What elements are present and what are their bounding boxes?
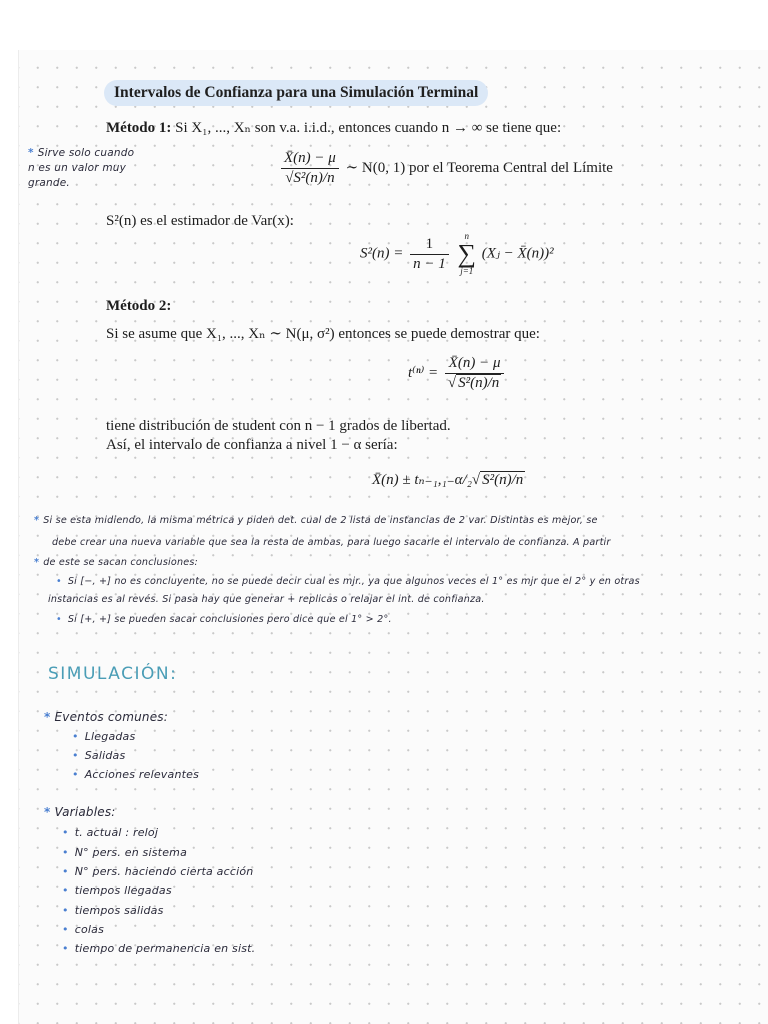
s2-lhs: S²(n) = (360, 245, 404, 262)
variable-item: • t. actual : reloj (62, 826, 159, 839)
margin-note (28, 146, 134, 191)
metodo1-line (106, 118, 561, 137)
evento-item: • Llegadas (72, 730, 136, 743)
star-icon: * (44, 805, 51, 819)
variable-item: • N° pers. en sistema (62, 846, 188, 859)
margin-note-line1: Sirve solo cuando (37, 147, 135, 159)
metodo2-label: Método 2: (106, 298, 172, 314)
variable-item: • N° pers. haciendo cierta acción (62, 865, 254, 878)
variable-item: • tiempo de permanencia en sist. (62, 942, 256, 955)
note-line-6: • Si [+, +] se pueden sacar conclusiones pero dice que el 1° > 2°. (56, 614, 392, 625)
tcl-fraction (281, 150, 339, 187)
note-line-3: * de este se sacan conclusiones: (34, 557, 198, 568)
bullet-icon: • (62, 904, 69, 917)
t-denominator (445, 374, 504, 392)
t-numerator: X̄(n) − μ (445, 355, 504, 374)
tcl-numerator: X̄(n) − μ (281, 150, 339, 169)
interval-root-body: S²(n)/n (482, 472, 524, 488)
star-icon: * (34, 557, 40, 568)
s2-formula (360, 232, 554, 276)
bullet-icon: • (72, 749, 79, 762)
interval-formula-main: X̄(n) ± tₙ₋₁,₁₋α/₂ (372, 472, 472, 488)
eventos-title: * Eventos comunes: (44, 710, 168, 724)
bullet-icon: • (72, 768, 79, 781)
evento-item: • Acciones relevantes (72, 768, 200, 781)
variable-item: • colas (62, 923, 105, 936)
t-den-root: √ (447, 375, 457, 391)
margin-note-line3: grande. (28, 177, 70, 189)
variable-item: • tiempos llegadas (62, 884, 172, 897)
bullet-icon: • (62, 846, 69, 859)
interval-root: √ (471, 472, 481, 488)
s2-fraction (410, 236, 449, 273)
variable-item: • tiempos salidas (62, 904, 164, 917)
star-icon: * (34, 515, 40, 526)
tcl-denominator: √S²(n)/n (285, 170, 335, 186)
sum-lower: j=1 (460, 266, 474, 276)
bullet-icon: • (62, 923, 69, 936)
bullet-icon: • (56, 614, 62, 625)
bullet-icon: • (62, 826, 69, 839)
metodo1-text: Si X₁, ..., Xₙ son v.a. i.i.d., entonces cuando n → ∞ se tiene que: (171, 120, 562, 136)
tcl-formula (278, 150, 613, 187)
star-icon: * (44, 710, 51, 724)
interval-text: Así, el intervalo de confianza a nivel 1 − α sería: (106, 437, 398, 453)
t-formula (408, 355, 507, 392)
metodo2-text: Si se asume que X₁, ..., Xₙ ∼ N(μ, σ²) entonces se puede demostrar que: (106, 326, 540, 342)
t-den-body: S²(n)/n (458, 375, 500, 391)
evento-item: • Salidas (72, 749, 126, 762)
star-icon: * (28, 147, 34, 159)
bullet-icon: • (62, 942, 69, 955)
s2-frac-num: 1 (410, 236, 449, 255)
s2-term: (Xⱼ − X̄(n))² (481, 245, 554, 262)
variables-title: * Variables: (44, 805, 116, 819)
sum-symbol: n ∑ j=1 (457, 231, 477, 276)
tcl-rhs: ∼ N(0, 1) por el Teorema Central del Límite (345, 159, 613, 176)
t-lhs: t⁽ⁿ⁾ = (408, 364, 439, 381)
bullet-icon: • (62, 865, 69, 878)
page-title: Intervalos de Confianza para una Simulación Terminal (104, 80, 488, 106)
metodo1-label: Método 1: (106, 120, 172, 136)
dist-text: tiene distribución de student con n − 1 grados de libertad. (106, 418, 451, 434)
margin-note-line2: n es un valor muy (28, 162, 127, 174)
estimador-text: S²(n) es el estimador de Var(x): (106, 213, 294, 229)
bullet-icon: • (62, 884, 69, 897)
sum-upper: n (464, 231, 469, 241)
simulacion-heading: SIMULACIÓN: (48, 664, 178, 684)
s2-frac-den: n − 1 (413, 255, 446, 272)
note-line-1: * Si se esta midiendo, la misma métrica y piden det. cual de 2 lista de instancias de 2 var. Distintas es mejor, se (34, 515, 598, 526)
interval-formula (372, 470, 525, 489)
note-line-2: debe crear una nueva variable que sea la resta de ambas, para luego sacarle el intervalo de confianza. A partir (52, 537, 611, 548)
t-fraction (445, 355, 504, 392)
note-line-4: • Si [−, +] no es concluyente, no se puede decir cual es mjr., ya que algunos veces el 1° es mjr que el 2° y en otras (56, 576, 640, 587)
bullet-icon: • (72, 730, 79, 743)
note-line-5: instancias es al revés. Si pasa hay que generar + replicas o relajar el int. de confianza. (48, 594, 485, 605)
bullet-icon: • (56, 576, 62, 587)
